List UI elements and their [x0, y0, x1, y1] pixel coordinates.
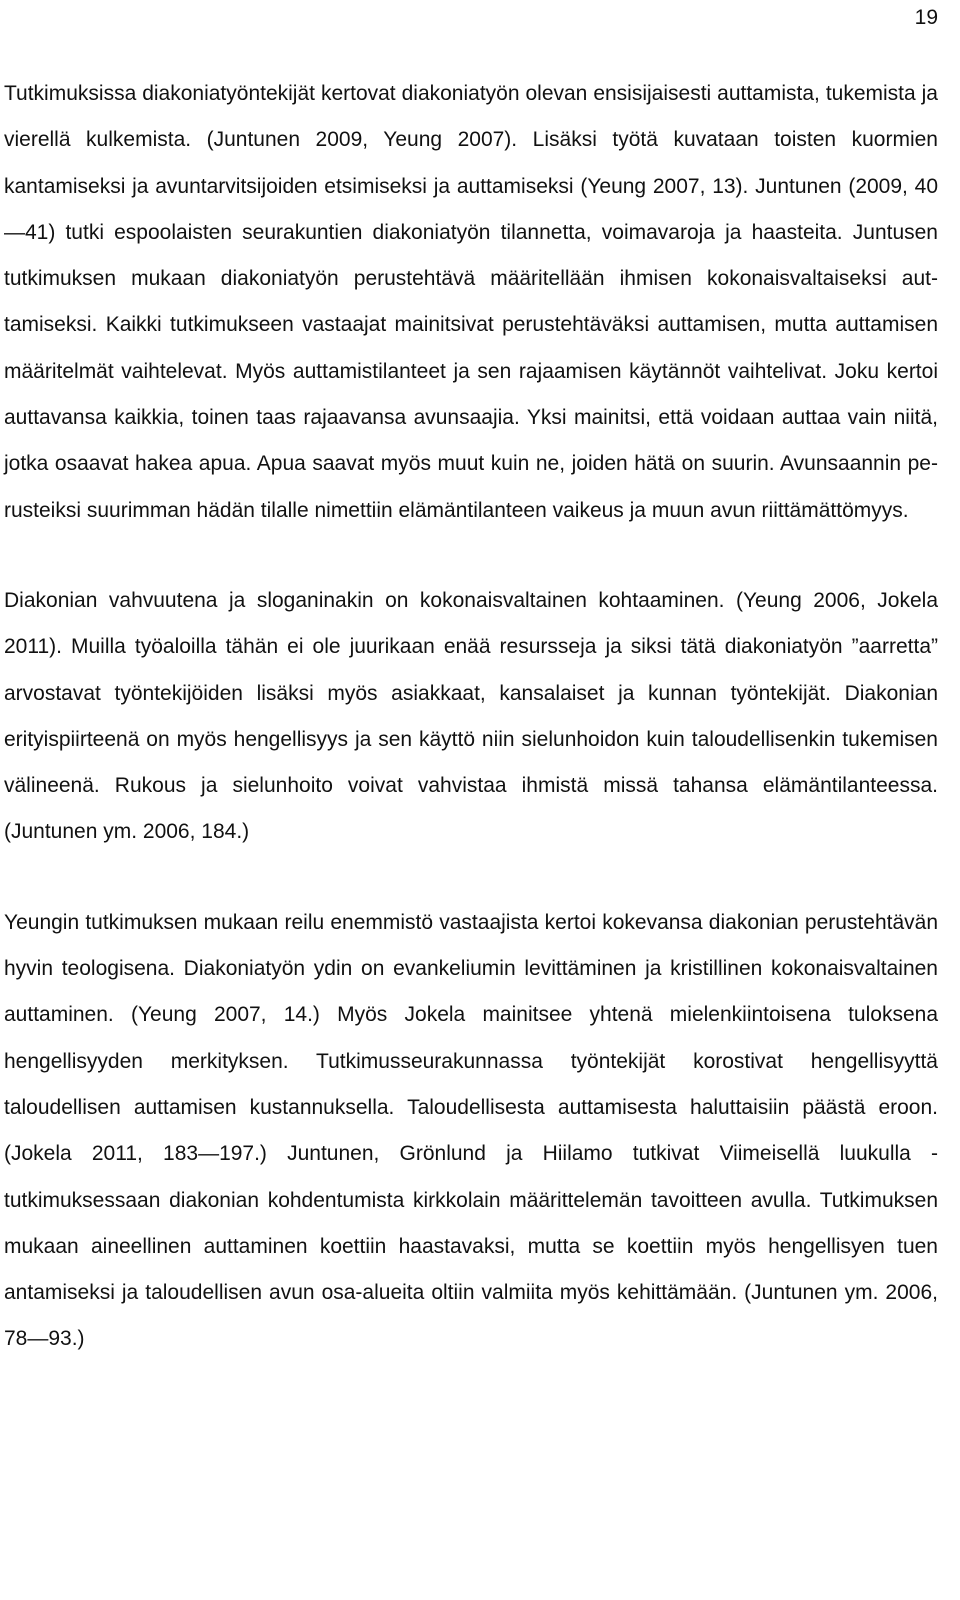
paragraph-3: Yeungin tutkimuksen mukaan reilu enemmistö vastaajista kertoi kokevansa diakonian perustehtävän hyvin teologisena. Diakoniatyön ydin on evankeliumin levittäminen ja kristillinen kokonaisvaltainen auttaminen. (Yeung 2007, 14.) Myös Jokela mainitsee yhtenä mielenkiintoisena tuloksena hengellisyyden merkityksen. Tutkimusseurakunnassa työntekijät korostivat hengellisyyttä taloudellisen auttamisen kustannuksella. Taloudellisesta auttamisesta haluttaisiin päästä eroon. (Jokela 2011, 183—197.) Juntunen, Grönlund ja Hiilamo tutkivat Viimeisellä luukulla -tutkimuksessaan diakonian kohdentumista kirkkolain määrittelemän tavoitteen avulla. Tutkimuksen mukaan aineellinen auttaminen koettiin haastavaksi, mutta se koettiin myös hengellisyen tuen antamiseksi ja taloudellisen avun osa-alueita oltiin valmiita myös kehittämään. (Juntunen ym. 2006, 78—93.)	[4, 910, 938, 1351]
paragraph-2: Diakonian vahvuutena ja sloganinakin on kokonaisvaltainen kohtaaminen. (Yeung 2006, Jokela 2011). Muilla työaloilla tähän ei ole juurikaan enää resursseja ja siksi tätä diakoniatyön ”aarretta” arvostavat työntekijöiden lisäksi myös asiakkaat, kansalaiset ja kunnan työntekijät. Diakonian erityispiirteenä on myös hengellisyys ja sen käyttö niin sielunhoidon kuin taloudellisenkin tukemisen välineenä. Rukous ja sielunhoito voivat vahvistaa ihmistä missä tahansa elämäntilanteessa. (Juntunen ym. 2006, 184.)	[4, 588, 938, 844]
document-body	[4, 71, 938, 1363]
page-number: 19	[914, 6, 938, 29]
paragraph-1: Tutkimuksissa diakoniatyöntekijät kertovat diakoniatyön olevan ensisijaisesti auttamista, tukemista ja vierellä kulkemista. (Juntunen 2009, Yeung 2007). Lisäksi työtä kuvataan toisten kuormien kantamiseksi ja avuntarvitsijoiden etsimiseksi ja auttamiseksi (Yeung 2007, 13). Juntunen (2009, 40—41) tutki espoolaisten seurakuntien diakoniatyön tilannetta, voimavaroja ja haasteita. Juntusen tutkimuksen mukaan diakoniatyön perustehtävä määritellään ihmisen kokonaisvaltaiseksi auttamiseksi. Kaikki tutkimukseen vastaajat mainitsivat perustehtäväksi auttamisen, mutta auttamisen määritelmät vaihtelevat. Myös auttamistilanteet ja sen rajaamisen käytännöt vaihtelivat. Joku kertoi auttavansa kaikkia, toinen taas rajaavansa avunsaajia. Yksi mainitsi, että voidaan auttaa vain niitä, jotka osaavat hakea apua. Apua saavat myös muut kuin ne, joiden hätä on suurin. Avunsaannin perusteiksi suurimman hädän tilalle nimettiin elämäntilanteen vaikeus ja muun avun riittämättömyys.	[4, 82, 938, 522]
